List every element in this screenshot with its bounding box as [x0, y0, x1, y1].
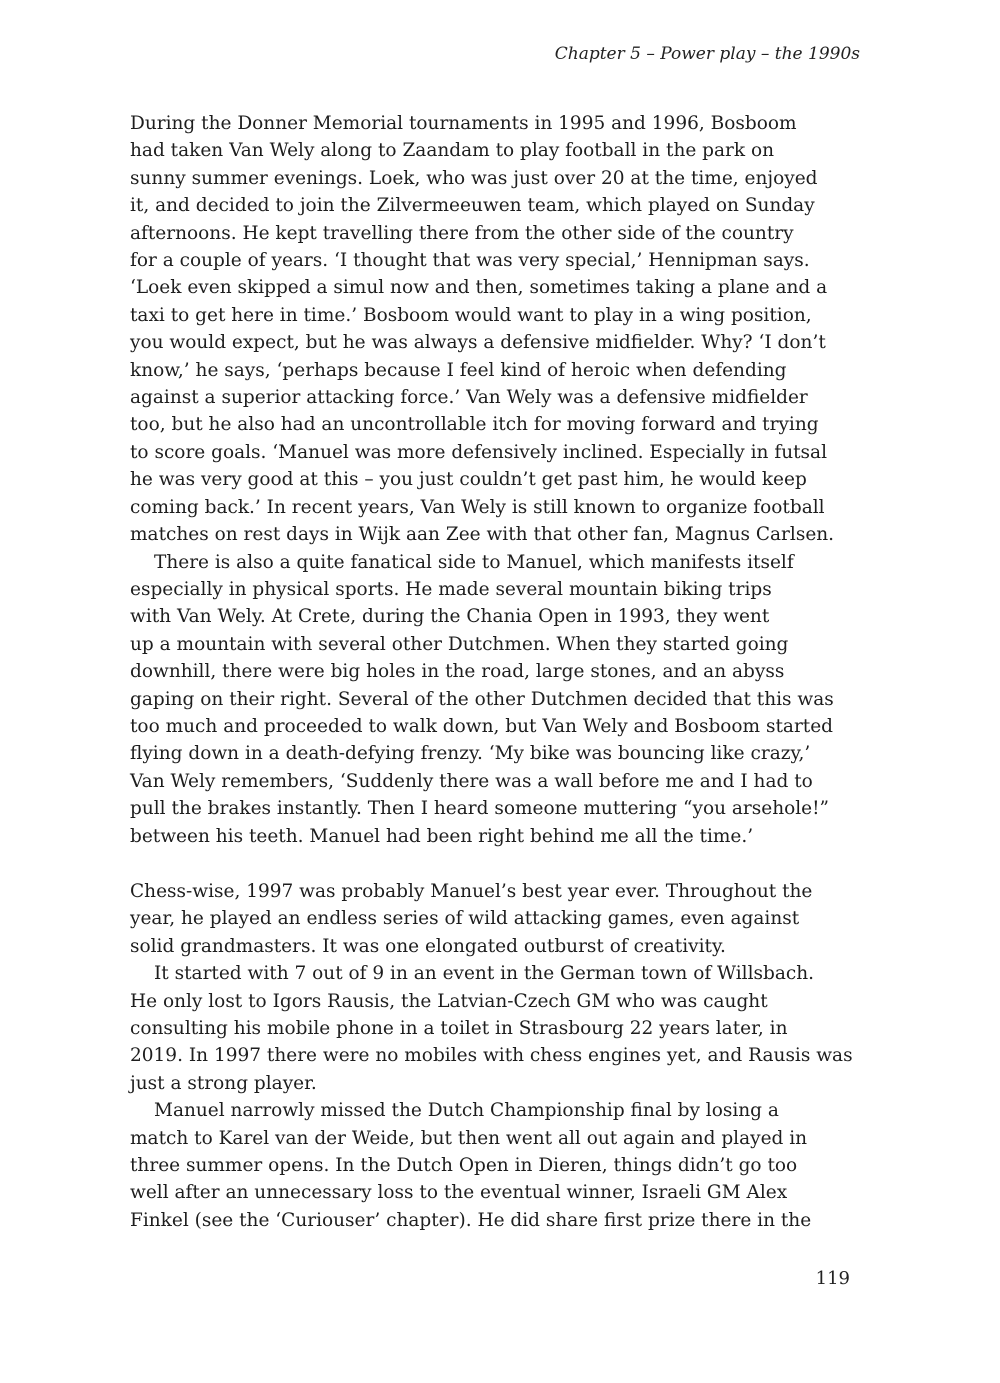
- text-line: too, but he also had an uncontrollable itch for moving forward and trying: [130, 414, 819, 436]
- text-line: solid grandmasters. It was one elongated outburst of creativity.: [130, 935, 726, 957]
- text-line: flying down in a death-defying frenzy. ‘My bike was bouncing like crazy,’: [130, 743, 811, 765]
- text-line: Finkel (see the ‘Curiouser’ chapter). He did share first prize there in the: [130, 1209, 812, 1231]
- text-line: There is also a quite fanatical side to Manuel, which manifests itself: [154, 551, 794, 573]
- text-line: sunny summer evenings. Loek, who was just over 20 at the time, enjoyed: [130, 167, 818, 189]
- text-line: downhill, there were big holes in the road, large stones, and an abyss: [130, 661, 785, 683]
- text-line: with Van Wely. At Crete, during the Chania Open in 1993, they went: [130, 606, 770, 628]
- text-line: it, and decided to join the Zilvermeeuwen team, which played on Sunday: [130, 195, 815, 217]
- text-line: gaping on their right. Several of the other Dutchmen decided that this was: [130, 688, 834, 710]
- text-line: against a superior attacking force.’ Van Wely was a defensive midfielder: [130, 387, 808, 409]
- page-number: 119: [815, 1268, 850, 1289]
- text-line: consulting his mobile phone in a toilet in Strasbourg 22 years later, in: [130, 1018, 788, 1040]
- text-line: year, he played an endless series of wild attacking games, even against: [130, 908, 800, 930]
- text-line: know,’ he says, ‘perhaps because I feel kind of heroic when defending: [130, 359, 787, 381]
- text-line: pull the brakes instantly. Then I heard someone muttering “you arsehole!”: [130, 798, 829, 820]
- text-line: Chess-wise, 1997 was probably Manuel’s best year ever. Throughout the: [130, 881, 813, 902]
- text-line: Manuel narrowly missed the Dutch Championship final by losing a: [154, 1100, 779, 1122]
- text-line: match to Karel van der Weide, but then went all out again and played in: [130, 1127, 808, 1149]
- text-line: During the Donner Memorial tournaments in 1995 and 1996, Bosboom: [130, 113, 797, 134]
- text-line: he was very good at this – you just couldn’t get past him, he would keep: [130, 469, 807, 491]
- text-block-football: [130, 110, 865, 850]
- text-line: you would expect, but he was always a defensive midfielder. Why? ‘I don’t: [130, 332, 826, 354]
- text-line: had taken Van Wely along to Zaandam to play football in the park on: [130, 140, 775, 162]
- text-line: 2019. In 1997 there were no mobiles with chess engines yet, and Rausis was: [130, 1045, 853, 1067]
- text-line: up a mountain with several other Dutchmen. When they started going: [130, 633, 789, 655]
- text-line: Van Wely remembers, ‘Suddenly there was a wall before me and I had to: [130, 770, 813, 792]
- text-block-1997: [130, 878, 865, 1234]
- text-line: He only lost to Igors Rausis, the Latvian-Czech GM who was caught: [130, 990, 768, 1012]
- running-head: Chapter 5 – Power play – the 1990s: [554, 44, 860, 64]
- text-line: matches on rest days in Wijk aan Zee with that other fan, Magnus Carlsen.: [130, 524, 835, 546]
- text-line: between his teeth. Manuel had been right behind me all the time.’: [130, 825, 754, 847]
- text-line: to score goals. ‘Manuel was more defensively inclined. Especially in futsal: [130, 441, 827, 463]
- text-line: especially in physical sports. He made several mountain biking trips: [130, 578, 772, 600]
- text-line: It started with 7 out of 9 in an event in the German town of Willsbach.: [154, 963, 815, 985]
- text-line: for a couple of years. ‘I thought that was very special,’ Hennipman says.: [130, 250, 810, 272]
- text-line: coming back.’ In recent years, Van Wely is still known to organize football: [130, 496, 825, 518]
- text-line: too much and proceeded to walk down, but Van Wely and Bosboom started: [130, 715, 834, 737]
- text-line: ‘Loek even skipped a simul now and then, sometimes taking a plane and a: [130, 277, 828, 299]
- text-line: three summer opens. In the Dutch Open in Dieren, things didn’t go too: [130, 1155, 798, 1177]
- text-line: just a strong player.: [130, 1072, 317, 1094]
- text-line: afternoons. He kept travelling there from the other side of the country: [130, 222, 794, 244]
- text-line: taxi to get here in time.’ Bosboom would want to play in a wing position,: [130, 304, 812, 326]
- text-line: well after an unnecessary loss to the eventual winner, Israeli GM Alex: [130, 1182, 788, 1204]
